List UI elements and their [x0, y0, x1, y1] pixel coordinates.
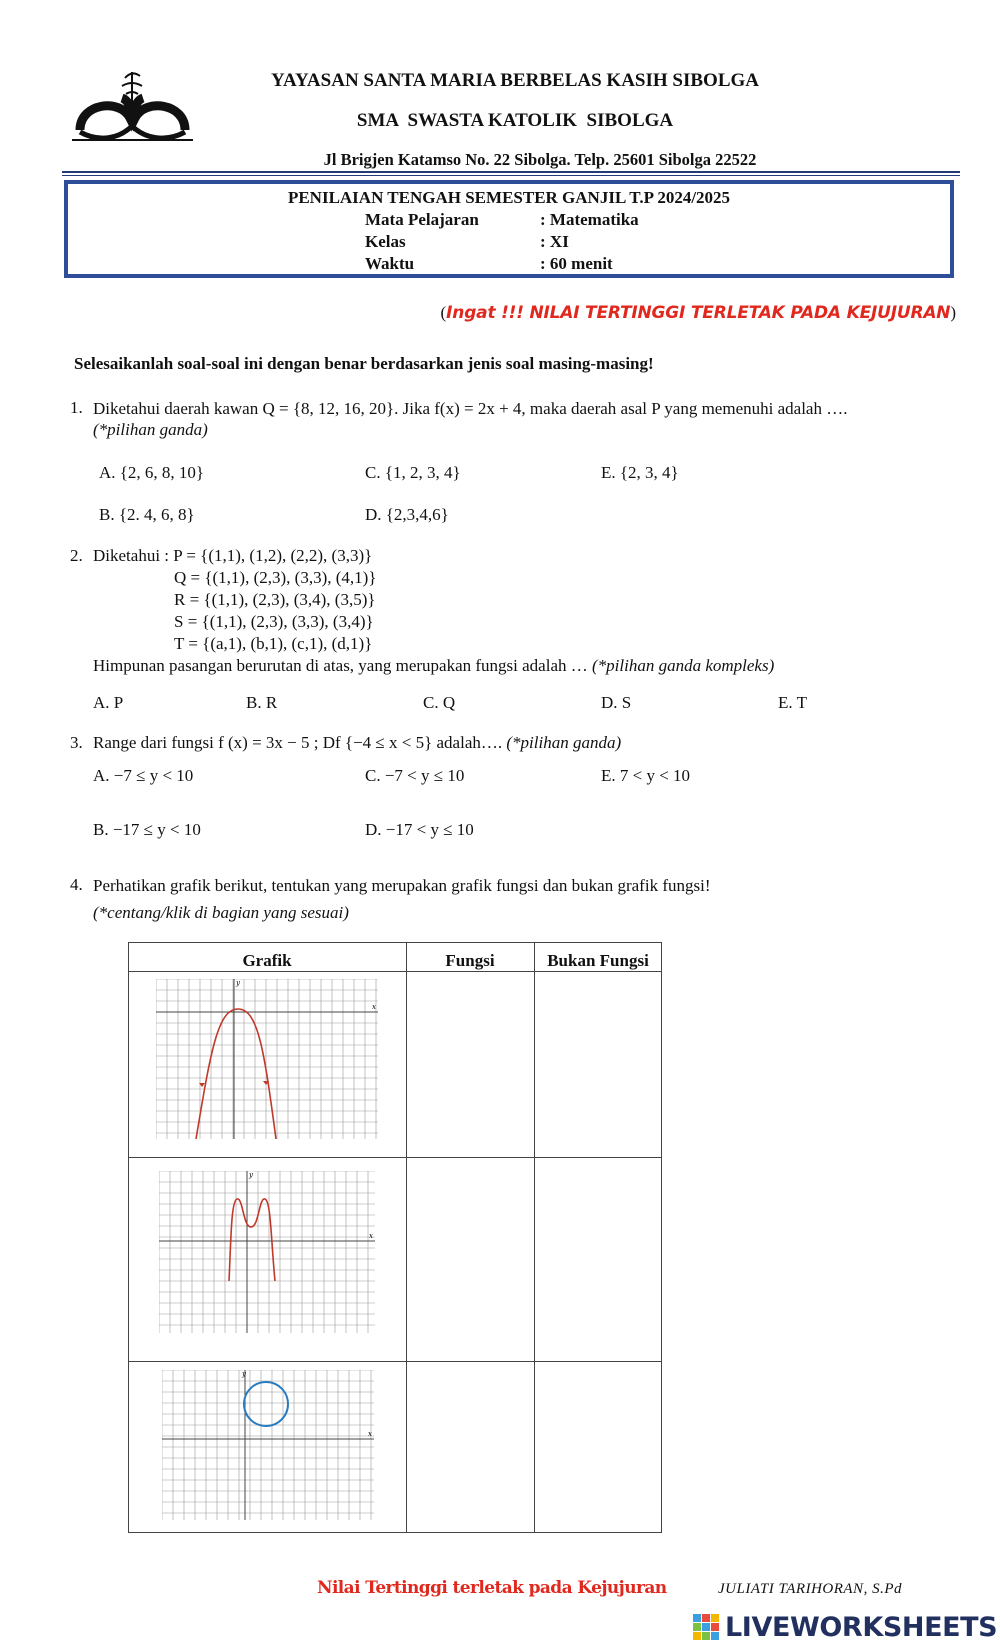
q1-option-a[interactable]: A. {2, 6, 8, 10}	[99, 463, 205, 482]
answer-cell-graph3-function[interactable]	[407, 1362, 533, 1532]
school-logo-icon	[70, 68, 195, 148]
exam-title: PENILAIAN TENGAH SEMESTER GANJIL T.P 2024/2025	[287, 188, 731, 207]
quartic-graph	[159, 1171, 375, 1333]
x-axis-label: x	[368, 1430, 372, 1438]
q2-set-r: R = {(1,1), (2,3), (3,4), (3,5)}	[174, 590, 376, 609]
q2-number: 2.	[70, 546, 83, 565]
q2-question: Himpunan pasangan berurutan di atas, yang merupakan fungsi adalah … (*pilihan ganda kompleks)	[93, 656, 775, 675]
q3-number: 3.	[70, 733, 83, 752]
meta-subject-value: : Matematika	[540, 210, 639, 229]
footer-honesty-message: Nilai Tertinggi terletak pada Kejujuran	[317, 1578, 667, 1598]
q2-option-a[interactable]: A. P	[93, 693, 124, 712]
q2-option-d[interactable]: D. S	[601, 693, 632, 712]
header-divider	[62, 171, 960, 173]
meta-class-label: Kelas	[365, 232, 406, 251]
liveworksheets-brand	[693, 1612, 997, 1642]
q4-number: 4.	[70, 875, 83, 894]
answer-cell-graph2-function[interactable]	[407, 1158, 533, 1360]
q2-set-s: S = {(1,1), (2,3), (3,3), (3,4)}	[174, 612, 374, 631]
q3-option-d[interactable]: D. −17 < y ≤ 10	[365, 820, 474, 839]
q3-option-b[interactable]: B. −17 ≤ y < 10	[93, 820, 201, 839]
x-axis-label: x	[372, 1003, 376, 1011]
circle-graph	[162, 1370, 374, 1520]
liveworksheets-logo-icon	[693, 1614, 719, 1640]
q3-option-a[interactable]: A. −7 ≤ y < 10	[93, 766, 194, 785]
parabola-graph	[156, 979, 378, 1139]
q2-set-p: Diketahui : P = {(1,1), (1,2), (2,2), (3,3)}	[93, 546, 373, 565]
y-axis-label: y	[249, 1171, 253, 1179]
honesty-warning: (Ingat !!! NILAI TERTINGGI TERLETAK PADA KEJUJURAN)	[440, 303, 956, 323]
school-address: Jl Brigjen Katamso No. 22 Sibolga. Telp. 25601 Sibolga 22522	[323, 150, 757, 169]
header-divider-thin	[62, 175, 960, 176]
q1-option-e[interactable]: E. {2, 3, 4}	[601, 463, 679, 482]
q2-option-c[interactable]: C. Q	[423, 693, 456, 712]
q2-option-e[interactable]: E. T	[778, 693, 807, 712]
answer-cell-graph1-not-function[interactable]	[535, 972, 661, 1156]
q4-type: (*centang/klik di bagian yang sesuai)	[93, 903, 349, 922]
q1-option-b[interactable]: B. {2. 4, 6, 8}	[99, 505, 195, 524]
q1-text: Diketahui daerah kawan Q = {8, 12, 16, 20}. Jika f(x) = 2x + 4, maka daerah asal P yang memenuhi adalah ….	[93, 399, 848, 418]
y-axis-label: y	[242, 1370, 246, 1378]
q1-type: (*pilihan ganda)	[93, 420, 208, 439]
table-header-not-function: Bukan Fungsi	[547, 951, 649, 970]
answer-cell-graph2-not-function[interactable]	[535, 1158, 661, 1360]
teacher-name: JULIATI TARIHORAN, S.Pd	[718, 1581, 902, 1597]
answer-cell-graph1-function[interactable]	[407, 972, 533, 1156]
meta-time-label: Waktu	[365, 254, 415, 273]
q2-option-b[interactable]: B. R	[246, 693, 278, 712]
q3-text: Range dari fungsi f (x) = 3x − 5 ; Df {−4 ≤ x < 5} adalah…. (*pilihan ganda)	[93, 733, 622, 752]
meta-subject-label: Mata Pelajaran	[365, 210, 479, 229]
q2-set-t: T = {(a,1), (b,1), (c,1), (d,1)}	[174, 634, 373, 653]
q1-option-c[interactable]: C. {1, 2, 3, 4}	[365, 463, 461, 482]
school-name: SMA SWASTA KATOLIK SIBOLGA	[356, 110, 674, 131]
meta-time-value: : 60 menit	[540, 254, 613, 273]
y-axis-label: y	[236, 979, 240, 987]
q1-number: 1.	[70, 398, 83, 417]
meta-class-value: : XI	[540, 232, 569, 251]
q3-option-e[interactable]: E. 7 < y < 10	[601, 766, 691, 785]
table-header-function: Fungsi	[445, 951, 495, 970]
answer-cell-graph3-not-function[interactable]	[535, 1362, 661, 1532]
instruction: Selesaikanlah soal-soal ini dengan benar berdasarkan jenis soal masing-masing!	[74, 354, 654, 373]
liveworksheets-wordmark: LIVEWORKSHEETS	[725, 1611, 998, 1643]
q1-option-d[interactable]: D. {2,3,4,6}	[365, 505, 449, 524]
q4-text: Perhatikan grafik berikut, tentukan yang merupakan grafik fungsi dan bukan grafik fungsi!	[93, 876, 711, 895]
foundation-name: YAYASAN SANTA MARIA BERBELAS KASIH SIBOLGA	[271, 70, 759, 91]
q2-set-q: Q = {(1,1), (2,3), (3,3), (4,1)}	[174, 568, 377, 587]
x-axis-label: x	[369, 1232, 373, 1240]
q3-option-c[interactable]: C. −7 < y ≤ 10	[365, 766, 465, 785]
table-header-graph: Grafik	[242, 951, 292, 970]
